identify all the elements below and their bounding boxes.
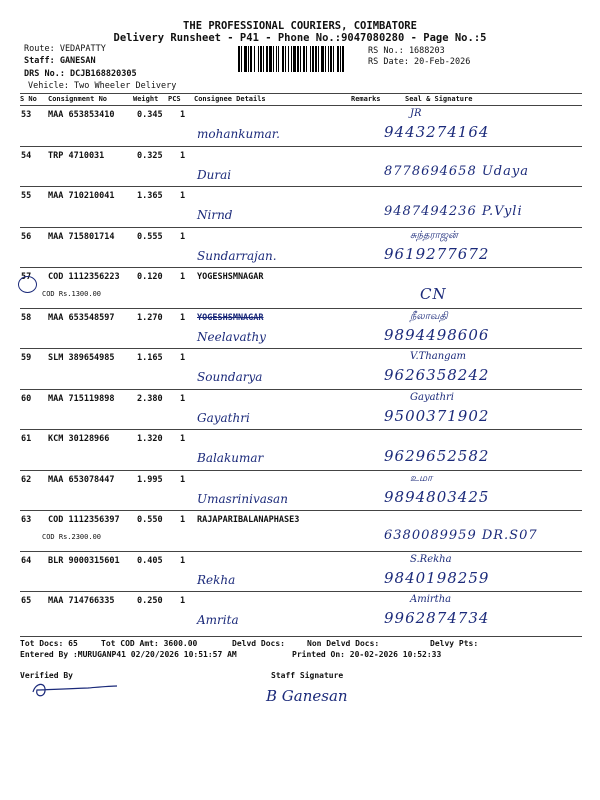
row-pcs: 1 — [180, 596, 186, 606]
row-signature-name: Gayathri — [410, 391, 454, 403]
row-signature-phone: 9487494236 P.Vyli — [384, 204, 523, 219]
row-separator — [20, 389, 582, 390]
row-consignment-no: MAA 653078447 — [48, 474, 115, 485]
row-sno: 64 — [21, 555, 32, 566]
row-pcs: 1 — [180, 150, 186, 161]
row-consignment-no: KCM 30128966 — [48, 434, 110, 444]
rs-date: RS Date: 20-Feb-2026 — [368, 57, 471, 67]
row-sno: 58 — [21, 312, 32, 323]
row-signature-phone: 9443274164 — [384, 123, 490, 141]
row-consignment-no: MAA 653853410 — [48, 110, 115, 120]
row-separator — [20, 591, 582, 592]
row-consignment-no: MAA 715801714 — [48, 231, 115, 242]
row-weight: 1.995 — [137, 474, 163, 485]
row-pcs: 1 — [180, 110, 186, 120]
row-consignee-handwritten: mohankumar. — [197, 127, 280, 141]
row-signature-phone: 9894803425 — [384, 487, 490, 506]
row-consignee-handwritten: Neelavathy — [197, 329, 266, 344]
row-weight: 0.405 — [137, 555, 163, 566]
row-signature-phone: 6380089959 DR.S07 — [384, 528, 538, 543]
row-consignment-no: MAA 714766335 — [48, 596, 115, 606]
row-signature-name: Amirtha — [410, 594, 452, 605]
row-sno: 57 — [21, 272, 32, 282]
row-signature-phone: 9619277672 — [384, 244, 490, 263]
row-consignee-handwritten: Gayathri — [197, 410, 250, 425]
row-separator — [20, 429, 582, 430]
row-consignee-print: RAJAPARIBALANAPHASE3 — [197, 515, 300, 525]
row-weight: 0.120 — [137, 272, 163, 282]
row-sno: 59 — [21, 353, 32, 363]
row-pcs: 1 — [180, 353, 186, 363]
row-weight: 1.320 — [137, 434, 163, 444]
vehicle-label: Vehicle: Two Wheeler Delivery — [28, 81, 177, 91]
row-sno: 62 — [21, 474, 32, 485]
row-pcs: 1 — [180, 191, 186, 201]
col-consignment: Consignment No — [48, 95, 108, 103]
row-signature-name: நீலாவதி — [410, 310, 448, 322]
row-separator — [20, 510, 582, 511]
row-weight: 2.380 — [137, 393, 163, 404]
total-docs: Tot Docs: 65 — [20, 639, 78, 648]
row-sno: 65 — [21, 596, 32, 606]
col-consignee: Consignee Details — [194, 95, 266, 103]
row-separator — [20, 470, 582, 471]
row-consignee-handwritten: Sundarrajan. — [197, 248, 277, 263]
row-pcs: 1 — [180, 515, 186, 525]
row-separator — [20, 186, 582, 187]
col-seal-signature: Seal & Signature — [405, 95, 473, 103]
row-consignment-no: TRP 4710031 — [48, 150, 105, 161]
row-consignment-no: COD 1112356397 — [48, 515, 120, 525]
row-pcs: 1 — [180, 231, 186, 242]
row-sno: 63 — [21, 515, 32, 525]
row-signature-name: S.Rekha — [410, 553, 452, 565]
delivered-docs: Delvd Docs: — [232, 639, 285, 648]
row-signature-name: உமா — [410, 472, 433, 484]
rs-number: RS No.: 1688203 — [368, 46, 445, 56]
barcode — [238, 46, 364, 72]
row-weight: 0.550 — [137, 515, 163, 525]
entered-by: Entered By :MURUGANP41 02/20/2026 10:51:57 AM — [20, 650, 237, 659]
company-title: THE PROFESSIONAL COURIERS, COIMBATORE — [183, 20, 417, 32]
row-pcs: 1 — [180, 272, 186, 282]
row-pcs: 1 — [180, 312, 186, 323]
row-signature-phone: 9500371902 — [384, 406, 490, 425]
verifier-signature-scribble — [30, 678, 120, 700]
row-signature-name: சுந்தராஜன் — [410, 229, 458, 241]
row-consignee-handwritten: Durai — [197, 167, 232, 182]
header-bottom-rule — [20, 105, 582, 106]
row-signature-phone: 9894498606 — [384, 325, 490, 344]
row-sno: 53 — [21, 110, 32, 120]
row-weight: 1.165 — [137, 353, 163, 363]
row-consignee-handwritten: Amrita — [197, 613, 239, 627]
row-signature-phone: 8778694658 Udaya — [384, 163, 529, 179]
col-pcs: PCS — [168, 95, 181, 103]
row-separator — [20, 146, 582, 147]
row-consignee-handwritten: Nirnd — [197, 208, 233, 222]
row-consignment-no: COD 1112356223 — [48, 272, 120, 282]
drs-number: DRS No.: DCJB168820305 — [24, 69, 137, 79]
row-pcs: 1 — [180, 434, 186, 444]
col-sno: S No — [20, 95, 37, 103]
row-separator — [20, 348, 582, 349]
row-signature-phone: 9626358242 — [384, 366, 490, 384]
row-consignment-no: MAA 710210041 — [48, 191, 115, 201]
row-weight: 0.325 — [137, 150, 163, 161]
row-consignment-no: BLR 9000315601 — [48, 555, 120, 566]
staff-signature-label: Staff Signature — [271, 671, 344, 680]
col-remarks: Remarks — [351, 95, 381, 103]
header-top-rule — [20, 93, 582, 94]
row-weight: 0.555 — [137, 231, 163, 242]
row-consignee-print: YOGESHSMNAGAR — [197, 312, 264, 323]
row-consignee-handwritten: Rekha — [197, 572, 236, 587]
delivery-points: Delvy Pts: — [430, 639, 479, 648]
printed-on: Printed On: 20-02-2026 10:52:33 — [292, 650, 442, 659]
total-cod-amount: Tot COD Amt: 3600.00 — [101, 639, 198, 648]
staff-label: Staff: GANESAN — [24, 56, 96, 66]
row-pcs: 1 — [180, 393, 186, 404]
row-weight: 1.270 — [137, 312, 163, 323]
row-separator — [20, 551, 582, 552]
non-delivered-docs: Non Delvd Docs: — [307, 639, 380, 648]
row-consignment-no: MAA 653548597 — [48, 312, 115, 323]
row-consignment-no: SLM 389654985 — [48, 353, 115, 363]
row-pcs: 1 — [180, 474, 186, 485]
row-signature-name: JR — [410, 108, 422, 119]
row-sno: 60 — [21, 393, 32, 404]
row-separator — [20, 227, 582, 228]
row-57-circle-mark — [18, 276, 37, 293]
row-separator — [20, 308, 582, 309]
row-consignee-handwritten: Soundarya — [197, 370, 263, 384]
row-consignment-no: MAA 715119898 — [48, 393, 115, 404]
row-consignee-handwritten: Balakumar — [197, 451, 264, 465]
row-signature-phone: 9962874734 — [384, 609, 490, 627]
row-consignee-handwritten: Umasrinivasan — [197, 491, 288, 506]
col-weight: Weight — [133, 95, 159, 103]
row-cod-amount: COD Rs.1300.00 — [42, 290, 102, 298]
row-weight: 0.345 — [137, 110, 163, 120]
staff-signature-hand: B Ganesan — [266, 687, 348, 705]
row-separator — [20, 267, 582, 268]
runsheet-subtitle: Delivery Runsheet - P41 - Phone No.:9047080280 - Page No.:5 — [113, 32, 487, 44]
row-cod-amount: COD Rs.2300.00 — [42, 533, 102, 541]
row-sno: 54 — [21, 150, 32, 161]
row-signature-phone: CN — [420, 285, 447, 303]
row-pcs: 1 — [180, 555, 186, 566]
row-sno: 56 — [21, 231, 32, 242]
row-consignee-print: YOGESHSMNAGAR — [197, 272, 264, 282]
verified-by-label: Verified By — [20, 671, 73, 680]
row-weight: 0.250 — [137, 596, 163, 606]
row-signature-phone: 9629652582 — [384, 447, 490, 465]
row-signature-name: V.Thangam — [410, 351, 467, 362]
footer-rule — [20, 636, 582, 637]
row-weight: 1.365 — [137, 191, 163, 201]
route-label: Route: VEDAPATTY — [24, 44, 106, 54]
row-sno: 61 — [21, 434, 32, 444]
row-signature-phone: 9840198259 — [384, 568, 490, 587]
row-sno: 55 — [21, 191, 32, 201]
